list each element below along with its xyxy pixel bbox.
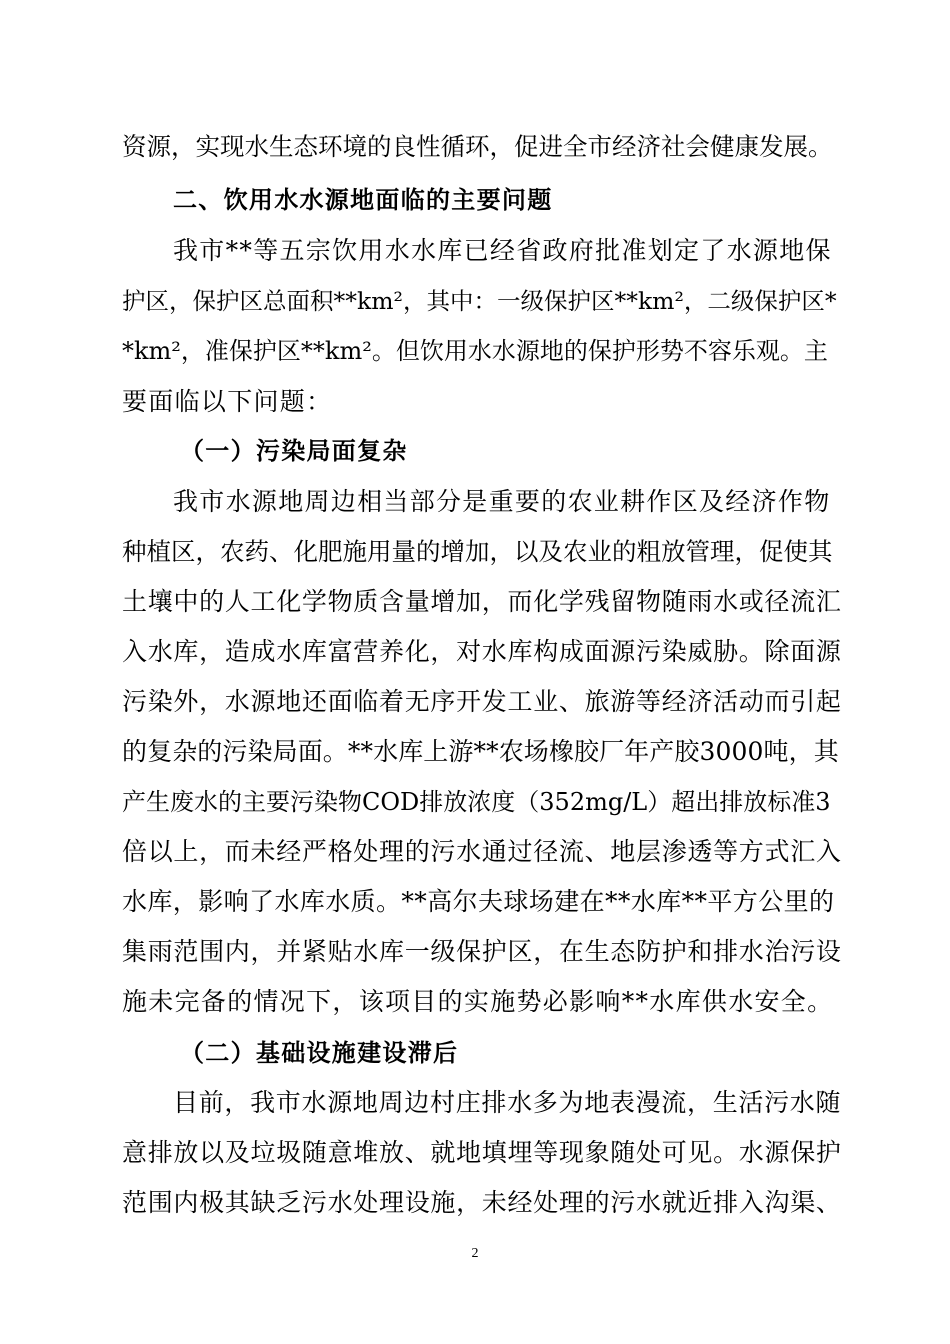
body-text-line: 的复杂的污染局面。**水库上游**农场橡胶厂年产胶3000吨，其 [122,737,839,766]
body-text-line: 施未完备的情况下，该项目的实施势必影响**水库供水安全。 [122,987,834,1016]
subsection-heading: （二）基础设施建设滞后 [180,1039,459,1067]
body-text-line: 我市水源地周边相当部分是重要的农业耕作区及经济作物 [173,487,831,516]
body-text-line: 集雨范围内，并紧贴水库一级保护区，在生态防护和排水治污设 [122,937,842,966]
section-heading: 二、饮用水水源地面临的主要问题 [173,186,553,214]
body-text-line: 要面临以下问题： [122,387,333,416]
body-text-line: 倍以上，而未经严格处理的污水通过径流、地层渗透等方式汇入 [122,837,842,866]
body-text-line: *km²，准保护区**km²。但饮用水水源地的保护形势不容乐观。主 [122,337,828,365]
body-text-line: 种植区，农药、化肥施用量的增加，以及农业的粗放管理，促使其 [122,537,833,566]
body-text-line: 范围内极其缺乏污水处理设施，未经处理的污水就近排入沟渠、 [122,1188,842,1217]
body-text-line: 入水库，造成水库富营养化，对水库构成面源污染威胁。除面源 [122,637,842,666]
body-text-line: 我市**等五宗饮用水水库已经省政府批准划定了水源地保 [173,236,832,265]
subsection-heading: （一）污染局面复杂 [180,437,408,465]
body-text-line: 水库，影响了水库水质。**高尔夫球场建在**水库**平方公里的 [122,887,835,916]
page-number: 2 [471,1246,479,1261]
body-text-line: 资源，实现水生态环境的良性循环，促进全市经济社会健康发展。 [122,132,833,161]
body-text-line: 护区，保护区总面积**km²，其中：一级保护区**km²，二级保护区* [122,287,837,315]
body-text-line: 意排放以及垃圾随意堆放、就地填埋等现象随处可见。水源保护 [122,1138,842,1167]
body-text-line: 目前，我市水源地周边村庄排水多为地表漫流，生活污水随 [173,1088,842,1117]
body-text-line: 污染外，水源地还面临着无序开发工业、旅游等经济活动而引起 [122,687,842,716]
body-text-line: 产生废水的主要污染物COD排放浓度（352mg/L）超出排放标准3 [122,788,831,816]
body-text-line: 土壤中的人工化学物质含量增加，而化学残留物随雨水或径流汇 [122,587,842,616]
